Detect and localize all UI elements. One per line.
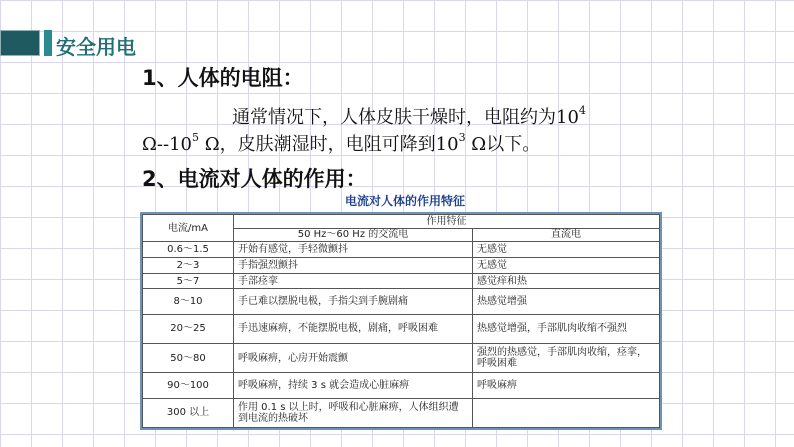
cell-ac: 呼吸麻痹，心房开始震颤 bbox=[234, 344, 473, 373]
header-ac: 50 Hz～60 Hz 的交流电 bbox=[234, 228, 473, 242]
cell-ac: 开始有感觉，手轻微颤抖 bbox=[234, 242, 473, 258]
cell-dc: 热感觉增强 bbox=[473, 289, 660, 314]
cell-dc: 无感觉 bbox=[473, 242, 660, 258]
table-row bbox=[143, 289, 660, 314]
paragraph-text: Ω，皮肤潮湿时，电阻可降到10 bbox=[199, 134, 459, 155]
effect-table-frame bbox=[140, 212, 662, 430]
cell-current: 50～80 bbox=[143, 344, 234, 373]
header-group: 作用特征 bbox=[234, 215, 660, 229]
effect-table bbox=[142, 214, 660, 428]
cell-dc: 呼吸麻痹 bbox=[473, 373, 660, 398]
table-row bbox=[143, 242, 660, 258]
paragraph-text: Ω以下。 bbox=[465, 134, 541, 155]
cell-current: 300 以上 bbox=[143, 398, 234, 427]
table-row bbox=[143, 344, 660, 373]
section-marker-dark bbox=[0, 30, 40, 56]
section-marker bbox=[0, 30, 52, 56]
paragraph-line-2 bbox=[142, 130, 540, 156]
table-row bbox=[143, 398, 660, 427]
cell-ac: 呼吸麻痹，持续 3 s 就会造成心脏麻痹 bbox=[234, 373, 473, 398]
heading-resistance: 1、人体的电阻： bbox=[142, 66, 304, 90]
table-row bbox=[143, 314, 660, 343]
heading-current-effect: 2、电流对人体的作用： bbox=[142, 167, 367, 191]
paragraph-text: Ω--10 bbox=[142, 134, 192, 155]
cell-current: 20～25 bbox=[143, 314, 234, 343]
cell-ac: 手已难以摆脱电极，手指尖到手腕剧痛 bbox=[234, 289, 473, 314]
cell-current: 2～3 bbox=[143, 257, 234, 273]
section-marker-light bbox=[44, 30, 52, 56]
cell-dc: 感觉痒和热 bbox=[473, 273, 660, 289]
cell-current: 0.6～1.5 bbox=[143, 242, 234, 258]
cell-ac: 手迅速麻痹，不能摆脱电极，剧痛，呼吸困难 bbox=[234, 314, 473, 343]
cell-ac: 作用 0.1 s 以上时，呼吸和心脏麻痹，人体组织遭到电流的热破坏 bbox=[234, 398, 473, 427]
section-title: 安全用电 bbox=[56, 35, 136, 59]
exponent: 4 bbox=[578, 104, 586, 117]
table-row bbox=[143, 273, 660, 289]
cell-dc bbox=[473, 398, 660, 427]
cell-current: 5～7 bbox=[143, 273, 234, 289]
header-dc: 直流电 bbox=[473, 228, 660, 242]
header-current: 电流/mA bbox=[143, 215, 234, 242]
cell-current: 8～10 bbox=[143, 289, 234, 314]
table-row bbox=[143, 257, 660, 273]
table-caption: 电流对人体的作用特征 bbox=[345, 194, 466, 208]
exponent: 5 bbox=[192, 131, 199, 144]
cell-dc: 热感觉增强，手部肌肉收缩不强烈 bbox=[473, 314, 660, 343]
paragraph-line-1 bbox=[232, 103, 586, 129]
exponent: 3 bbox=[458, 131, 466, 144]
cell-current: 90～100 bbox=[143, 373, 234, 398]
cell-dc: 无感觉 bbox=[473, 257, 660, 273]
cell-ac: 手指强烈颤抖 bbox=[234, 257, 473, 273]
cell-dc: 强烈的热感觉，手部肌肉收缩，痉挛，呼吸困难 bbox=[473, 344, 660, 373]
cell-ac: 手部痉挛 bbox=[234, 273, 473, 289]
paragraph-text: 通常情况下，人体皮肤干燥时，电阻约为10 bbox=[232, 107, 579, 128]
table-row bbox=[143, 373, 660, 398]
